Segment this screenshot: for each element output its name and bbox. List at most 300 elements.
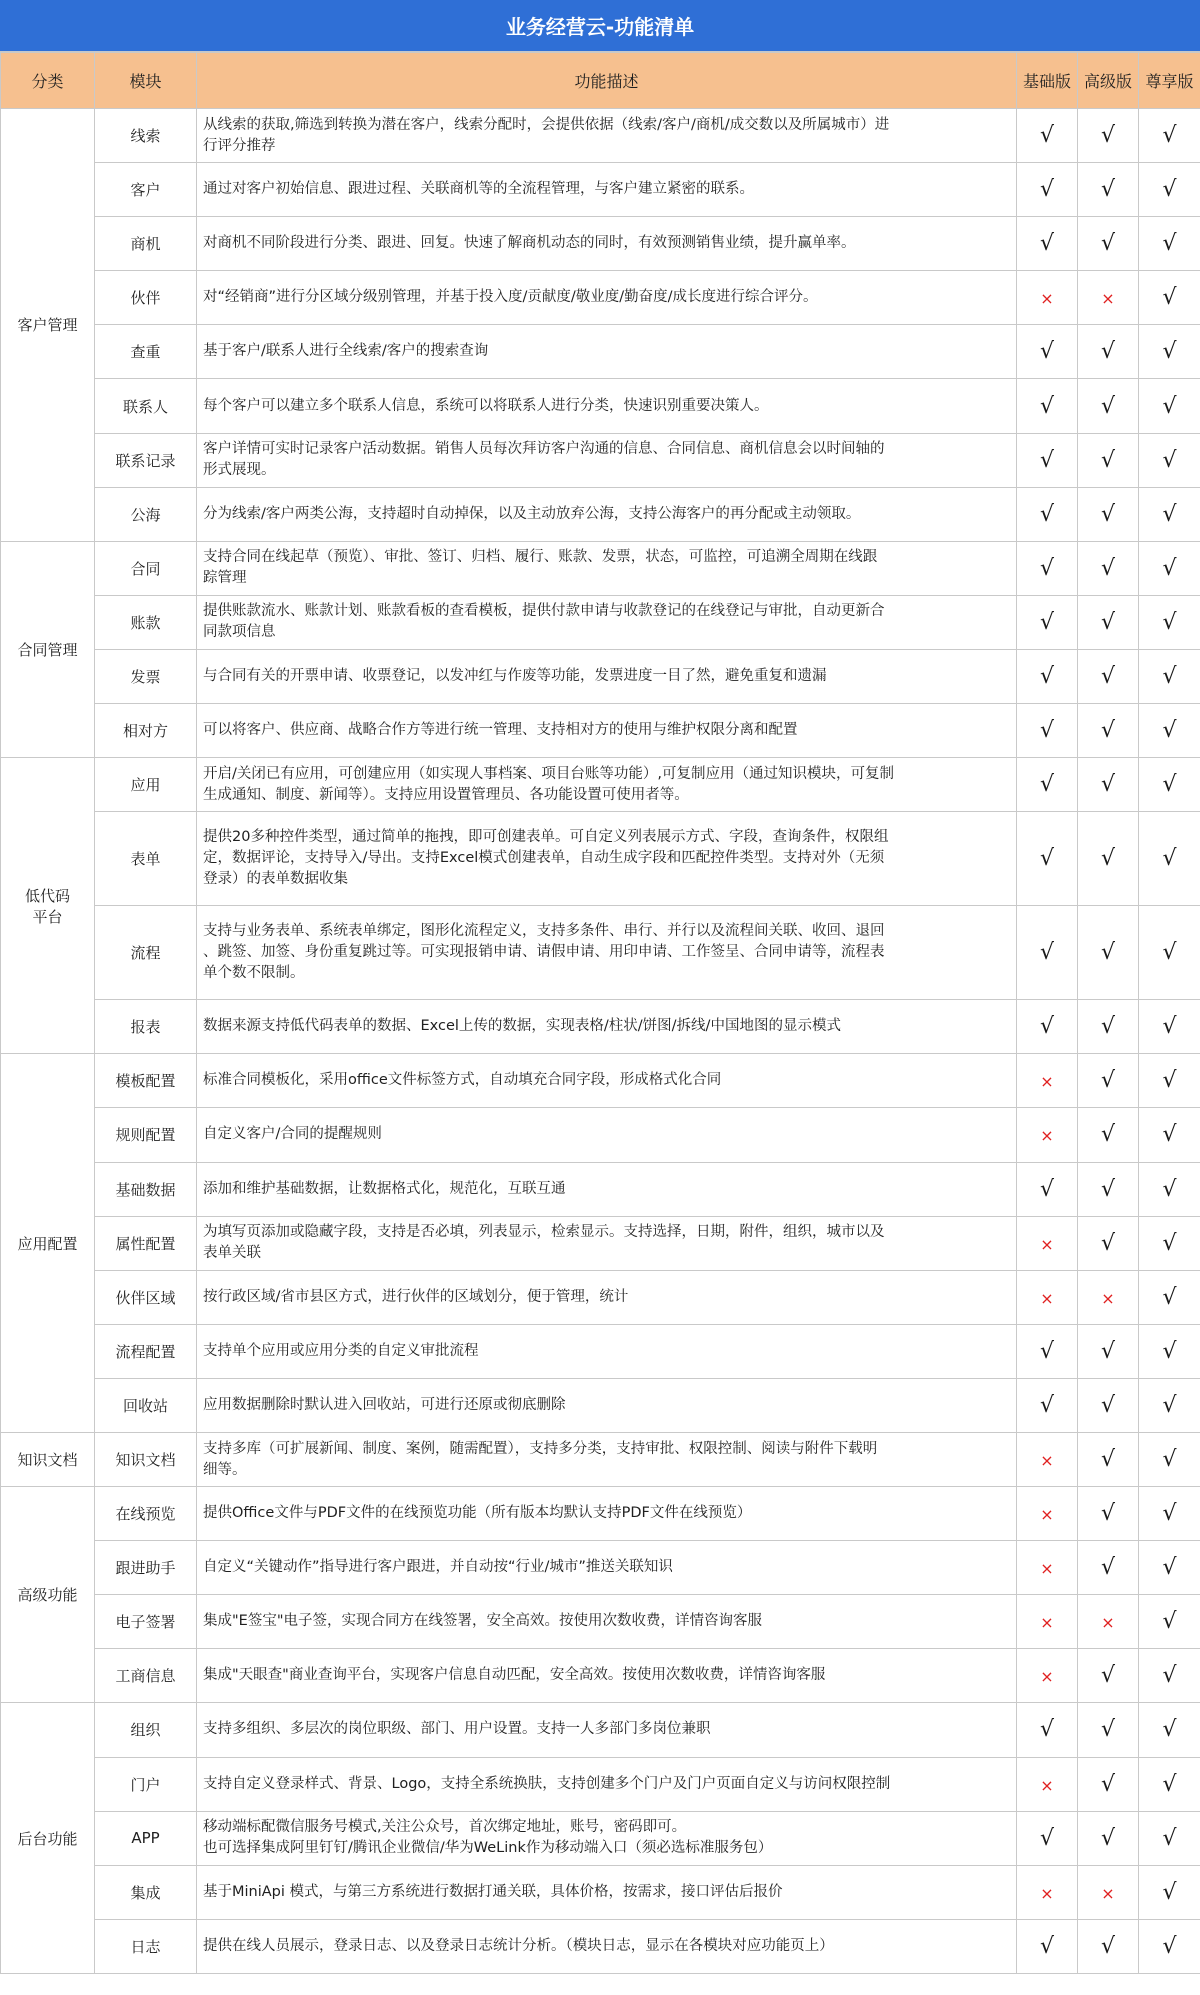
cross-icon: × [1040, 1451, 1054, 1471]
category-cell [1, 1487, 95, 1703]
advanced-tier-cell [1078, 1108, 1139, 1162]
check-icon: √ [1039, 1392, 1055, 1418]
basic-tier-cell [1017, 906, 1078, 1000]
check-icon: √ [1100, 846, 1116, 872]
description-line: 客户详情可实时记录客户活动数据。销售人员每次拜访客户沟通的信息、合同信息、商机信息会以时间轴的 [203, 441, 885, 458]
check-icon: √ [1039, 940, 1055, 966]
description-cell [197, 1378, 1017, 1432]
description-line: 支持自定义登录样式、背景、Logo，支持全系统换肤，支持创建多个门户及门户页面自定义与访问权限控制 [203, 1775, 891, 1792]
premium-tier-cell [1139, 1324, 1200, 1378]
table-row [1, 1108, 1200, 1162]
description-cell [197, 906, 1017, 1000]
header-row [1, 53, 1200, 109]
description-line: 按行政区域/省市县区方式，进行伙伴的区域划分，便于管理，统计 [203, 1288, 629, 1305]
table-row [1, 271, 1200, 325]
check-icon: √ [1162, 393, 1177, 419]
advanced-tier-cell [1078, 109, 1139, 163]
check-icon: √ [1162, 177, 1177, 203]
advanced-tier-cell [1078, 1487, 1139, 1541]
advanced-tier-cell [1078, 487, 1139, 541]
header-category: 分类 [1, 53, 95, 109]
category-cell [1, 1054, 95, 1433]
table-row [1, 1649, 1200, 1703]
header-premium: 尊享版 [1139, 53, 1200, 109]
description-line: 自定义客户/合同的提醒规则 [203, 1126, 382, 1143]
description-line: 也可选择集成阿里钉钉/腾讯企业微信/华为WeLink作为移动端入口（须必选标准服务包） [203, 1840, 773, 1857]
check-icon: √ [1162, 1879, 1177, 1905]
module-cell: 客户 [95, 163, 197, 217]
check-icon: √ [1100, 1825, 1116, 1851]
advanced-tier-cell [1078, 704, 1139, 758]
premium-tier-cell [1139, 1541, 1200, 1595]
category-cell [1, 758, 95, 1054]
check-icon: √ [1100, 501, 1116, 527]
check-icon: √ [1162, 1176, 1177, 1202]
cross-icon: × [1040, 1613, 1054, 1633]
table-row [1, 758, 1200, 812]
description-cell [197, 325, 1017, 379]
category-label: 应用配置 [17, 1234, 78, 1253]
module-cell: 模板配置 [95, 1054, 197, 1108]
basic-tier-cell [1017, 325, 1078, 379]
module-cell: 在线预览 [95, 1487, 197, 1541]
module-cell: 基础数据 [95, 1162, 197, 1216]
module-cell: 回收站 [95, 1378, 197, 1432]
check-icon: √ [1100, 1933, 1116, 1959]
description-line: 行评分推荐 [203, 137, 276, 154]
basic-tier-cell [1017, 1541, 1078, 1595]
premium-tier-cell [1139, 217, 1200, 271]
check-icon: √ [1100, 339, 1116, 365]
table-row [1, 163, 1200, 217]
cross-icon: × [1101, 1288, 1115, 1308]
header-advanced: 高级版 [1078, 53, 1139, 109]
description-cell [197, 541, 1017, 595]
basic-tier-cell [1017, 812, 1078, 906]
advanced-tier-cell [1078, 1541, 1139, 1595]
check-icon: √ [1162, 1501, 1177, 1527]
check-icon: √ [1039, 447, 1055, 473]
premium-tier-cell [1139, 379, 1200, 433]
table-row [1, 1324, 1200, 1378]
description-cell [197, 1811, 1017, 1865]
check-icon: √ [1162, 1392, 1177, 1418]
table-row [1, 1811, 1200, 1865]
check-icon: √ [1100, 1771, 1116, 1797]
description-cell [197, 1000, 1017, 1054]
table-row [1, 487, 1200, 541]
description-line: 添加和维护基础数据，让数据格式化，规范化，互联互通 [203, 1180, 566, 1197]
description-cell [197, 379, 1017, 433]
module-cell: 联系人 [95, 379, 197, 433]
check-icon: √ [1162, 1338, 1177, 1364]
description-line: 分为线索/客户两类公海，支持超时自动掉保，以及主动放弃公海，支持公海客户的再分配或主动领取。 [203, 505, 861, 522]
basic-tier-cell [1017, 758, 1078, 812]
cross-icon: × [1040, 1883, 1054, 1903]
basic-tier-cell [1017, 649, 1078, 703]
table-row [1, 1595, 1200, 1649]
check-icon: √ [1162, 1933, 1177, 1959]
description-line: 提供Office文件与PDF文件的在线预览功能（所有版本均默认支持PDF文件在线预览） [203, 1505, 752, 1522]
premium-tier-cell [1139, 1757, 1200, 1811]
module-cell: 跟进助手 [95, 1541, 197, 1595]
check-icon: √ [1100, 177, 1116, 203]
basic-tier-cell [1017, 1919, 1078, 1973]
basic-tier-cell [1017, 109, 1078, 163]
description-cell [197, 758, 1017, 812]
description-line: 基于客户/联系人进行全线索/客户的搜索查询 [203, 343, 489, 360]
description-cell [197, 1162, 1017, 1216]
description-cell [197, 812, 1017, 906]
description-cell [197, 1649, 1017, 1703]
cross-icon: × [1040, 289, 1054, 309]
cross-icon: × [1101, 1613, 1115, 1633]
description-line: 踪管理 [203, 570, 247, 587]
premium-tier-cell [1139, 595, 1200, 649]
table-row [1, 704, 1200, 758]
basic-tier-cell [1017, 1108, 1078, 1162]
table-body [1, 109, 1200, 1974]
check-icon: √ [1162, 940, 1177, 966]
premium-tier-cell [1139, 1919, 1200, 1973]
check-icon: √ [1039, 123, 1055, 149]
basic-tier-cell [1017, 1162, 1078, 1216]
description-cell [197, 1270, 1017, 1324]
check-icon: √ [1162, 447, 1177, 473]
check-icon: √ [1162, 718, 1177, 744]
description-line: 对商机不同阶段进行分类、跟进、回复。快速了解商机动态的同时，有效预测销售业绩，提升赢单率。 [203, 235, 856, 252]
advanced-tier-cell [1078, 541, 1139, 595]
description-line: 支持合同在线起草（预览）、审批、签订、归档、履行、账款、发票，状态，可监控，可追溯全周期在线跟 [203, 549, 878, 566]
advanced-tier-cell [1078, 1865, 1139, 1919]
check-icon: √ [1162, 1609, 1177, 1635]
header-module: 模块 [95, 53, 197, 109]
check-icon: √ [1100, 1014, 1116, 1040]
category-label: 合同管理 [17, 640, 78, 659]
cross-icon: × [1040, 1126, 1054, 1146]
check-icon: √ [1162, 1014, 1177, 1040]
check-icon: √ [1100, 1717, 1116, 1743]
description-cell [197, 1703, 1017, 1757]
description-line: 支持与业务表单、系统表单绑定，图形化流程定义，支持多条件、串行、并行以及流程间关联、收回、退回 [203, 923, 885, 940]
table-row [1, 595, 1200, 649]
module-cell: APP [95, 1811, 197, 1865]
table-row [1, 1703, 1200, 1757]
check-icon: √ [1162, 1825, 1177, 1851]
advanced-tier-cell [1078, 271, 1139, 325]
check-icon: √ [1162, 846, 1177, 872]
advanced-tier-cell [1078, 1703, 1139, 1757]
check-icon: √ [1100, 123, 1116, 149]
description-cell [197, 1432, 1017, 1486]
description-line: 与合同有关的开票申请、收票登记，以发冲红与作废等功能，发票进度一目了然，避免重复和遗漏 [203, 667, 827, 684]
premium-tier-cell [1139, 1865, 1200, 1919]
category-label: 客户管理 [17, 316, 78, 335]
module-cell: 公海 [95, 487, 197, 541]
description-line: 、跳签、加签、身份重复跳过等。可实现报销申请、请假申请、用印申请、工作签呈、合同申请等，流程表 [203, 944, 885, 961]
page-title: 业务经营云-功能清单 [0, 0, 1200, 52]
advanced-tier-cell [1078, 1757, 1139, 1811]
description-line: 基于MiniApi 模式，与第三方系统进行数据打通关联，具体价格，按需求，接口评估后报价 [203, 1883, 783, 1900]
check-icon: √ [1039, 1933, 1055, 1959]
cross-icon: × [1040, 1288, 1054, 1308]
category-cell [1, 1703, 95, 1973]
premium-tier-cell [1139, 704, 1200, 758]
module-cell: 规则配置 [95, 1108, 197, 1162]
check-icon: √ [1162, 1068, 1177, 1094]
premium-tier-cell [1139, 1216, 1200, 1270]
premium-tier-cell [1139, 1162, 1200, 1216]
basic-tier-cell [1017, 163, 1078, 217]
check-icon: √ [1039, 1176, 1055, 1202]
description-cell [197, 1054, 1017, 1108]
check-icon: √ [1100, 1555, 1116, 1581]
check-icon: √ [1100, 555, 1116, 581]
description-line: 对“经销商”进行分区域分级别管理，并基于投入度/贡献度/敬业度/勤奋度/成长度进行综合评分。 [203, 289, 818, 306]
cross-icon: × [1040, 1505, 1054, 1525]
check-icon: √ [1039, 555, 1055, 581]
cross-icon: × [1040, 1072, 1054, 1092]
table-row [1, 325, 1200, 379]
table-row [1, 906, 1200, 1000]
table-row [1, 217, 1200, 271]
category-label: 低代码 [24, 886, 70, 905]
check-icon: √ [1039, 177, 1055, 203]
description-cell [197, 217, 1017, 271]
check-icon: √ [1100, 1122, 1116, 1148]
check-icon: √ [1100, 1392, 1116, 1418]
check-icon: √ [1100, 1068, 1116, 1094]
table-row [1, 433, 1200, 487]
cross-icon: × [1101, 289, 1115, 309]
description-line: 表单关联 [203, 1245, 261, 1262]
description-line: 同款项信息 [203, 624, 276, 641]
check-icon: √ [1039, 393, 1055, 419]
check-icon: √ [1162, 1771, 1177, 1797]
table-row [1, 1216, 1200, 1270]
premium-tier-cell [1139, 433, 1200, 487]
description-line: 通过对客户初始信息、跟进过程、关联商机等的全流程管理，与客户建立紧密的联系。 [203, 181, 754, 198]
module-cell: 联系记录 [95, 433, 197, 487]
advanced-tier-cell [1078, 379, 1139, 433]
advanced-tier-cell [1078, 595, 1139, 649]
module-cell: 伙伴 [95, 271, 197, 325]
table-row [1, 649, 1200, 703]
description-cell [197, 1216, 1017, 1270]
header-basic: 基础版 [1017, 53, 1078, 109]
premium-tier-cell [1139, 1108, 1200, 1162]
check-icon: √ [1100, 772, 1116, 798]
category-cell [1, 109, 95, 542]
advanced-tier-cell [1078, 217, 1139, 271]
basic-tier-cell [1017, 1757, 1078, 1811]
description-cell [197, 704, 1017, 758]
check-icon: √ [1039, 718, 1055, 744]
module-cell: 流程 [95, 906, 197, 1000]
description-line: 提供20多种控件类型，通过简单的拖拽，即可创建表单。可自定义列表展示方式、字段，查询条件，权限组 [203, 829, 889, 846]
basic-tier-cell [1017, 271, 1078, 325]
description-cell [197, 1108, 1017, 1162]
check-icon: √ [1162, 231, 1177, 257]
premium-tier-cell [1139, 1000, 1200, 1054]
check-icon: √ [1162, 609, 1177, 635]
basic-tier-cell [1017, 1487, 1078, 1541]
basic-tier-cell [1017, 1865, 1078, 1919]
table-row [1, 1000, 1200, 1054]
check-icon: √ [1100, 1663, 1116, 1689]
basic-tier-cell [1017, 1000, 1078, 1054]
description-line: 集成"天眼查"商业查询平台，实现客户信息自动匹配，安全高效。按使用次数收费，详情咨询客服 [203, 1667, 826, 1684]
description-line: 为填写页添加或隐藏字段，支持是否必填，列表显示，检索显示。支持选择，日期，附件，组织，城市以及 [203, 1224, 885, 1241]
advanced-tier-cell [1078, 1270, 1139, 1324]
premium-tier-cell [1139, 325, 1200, 379]
module-cell: 门户 [95, 1757, 197, 1811]
basic-tier-cell [1017, 1811, 1078, 1865]
description-line: 每个客户可以建立多个联系人信息，系统可以将联系人进行分类，快速识别重要决策人。 [203, 397, 769, 414]
table-row [1, 379, 1200, 433]
description-line: 从线索的获取,筛选到转换为潜在客户，线索分配时，会提供依据（线索/客户/商机/成交数以及所属城市）进 [203, 116, 890, 133]
description-cell [197, 109, 1017, 163]
description-cell [197, 1919, 1017, 1973]
check-icon: √ [1039, 339, 1055, 365]
description-line: 支持多库（可扩展新闻、制度、案例，随需配置），支持多分类，支持审批、权限控制、阅读与附件下载明 [203, 1440, 878, 1457]
description-line: 支持单个应用或应用分类的自定义审批流程 [203, 1342, 479, 1359]
basic-tier-cell [1017, 1703, 1078, 1757]
premium-tier-cell [1139, 1649, 1200, 1703]
advanced-tier-cell [1078, 1432, 1139, 1486]
premium-tier-cell [1139, 649, 1200, 703]
category-label: 后台功能 [17, 1829, 78, 1848]
advanced-tier-cell [1078, 906, 1139, 1000]
basic-tier-cell [1017, 379, 1078, 433]
advanced-tier-cell [1078, 1378, 1139, 1432]
basic-tier-cell [1017, 704, 1078, 758]
table-row [1, 812, 1200, 906]
description-cell [197, 1487, 1017, 1541]
description-cell [197, 1757, 1017, 1811]
description-cell [197, 271, 1017, 325]
premium-tier-cell [1139, 1703, 1200, 1757]
check-icon: √ [1039, 231, 1055, 257]
module-cell: 商机 [95, 217, 197, 271]
module-cell: 报表 [95, 1000, 197, 1054]
cross-icon: × [1101, 1883, 1115, 1903]
premium-tier-cell [1139, 1811, 1200, 1865]
table-row [1, 1865, 1200, 1919]
module-cell: 日志 [95, 1919, 197, 1973]
advanced-tier-cell [1078, 758, 1139, 812]
description-line: 数据来源支持低代码表单的数据、Excel上传的数据，实现表格/柱状/饼图/拆线/中国地图的显示模式 [203, 1018, 841, 1035]
check-icon: √ [1162, 1447, 1177, 1473]
check-icon: √ [1100, 1338, 1116, 1364]
table-row [1, 1378, 1200, 1432]
premium-tier-cell [1139, 812, 1200, 906]
module-cell: 知识文档 [95, 1432, 197, 1486]
check-icon: √ [1100, 447, 1116, 473]
module-cell: 应用 [95, 758, 197, 812]
advanced-tier-cell [1078, 325, 1139, 379]
table-row [1, 1487, 1200, 1541]
premium-tier-cell [1139, 109, 1200, 163]
module-cell: 合同 [95, 541, 197, 595]
premium-tier-cell [1139, 1432, 1200, 1486]
table-row [1, 1054, 1200, 1108]
table-row [1, 541, 1200, 595]
advanced-tier-cell [1078, 1000, 1139, 1054]
category-cell [1, 1432, 95, 1486]
check-icon: √ [1039, 663, 1055, 689]
advanced-tier-cell [1078, 163, 1139, 217]
description-line: 生成通知、制度、新闻等）。支持应用设置管理员、各功能设置可使用者等。 [203, 786, 689, 803]
check-icon: √ [1039, 501, 1055, 527]
advanced-tier-cell [1078, 1216, 1139, 1270]
feature-table [0, 52, 1200, 1974]
advanced-tier-cell [1078, 1811, 1139, 1865]
check-icon: √ [1100, 1447, 1116, 1473]
basic-tier-cell [1017, 1216, 1078, 1270]
table-row [1, 1432, 1200, 1486]
check-icon: √ [1100, 1176, 1116, 1202]
module-cell: 账款 [95, 595, 197, 649]
module-cell: 查重 [95, 325, 197, 379]
check-icon: √ [1162, 285, 1177, 311]
check-icon: √ [1162, 772, 1177, 798]
module-cell: 表单 [95, 812, 197, 906]
basic-tier-cell [1017, 487, 1078, 541]
module-cell: 集成 [95, 1865, 197, 1919]
module-cell: 线索 [95, 109, 197, 163]
advanced-tier-cell [1078, 1162, 1139, 1216]
cross-icon: × [1040, 1559, 1054, 1579]
description-cell [197, 1541, 1017, 1595]
module-cell: 相对方 [95, 704, 197, 758]
header-description: 功能描述 [197, 53, 1017, 109]
module-cell: 工商信息 [95, 1649, 197, 1703]
premium-tier-cell [1139, 1054, 1200, 1108]
advanced-tier-cell [1078, 433, 1139, 487]
table-row [1, 1162, 1200, 1216]
check-icon: √ [1100, 940, 1116, 966]
advanced-tier-cell [1078, 812, 1139, 906]
table-row [1, 1757, 1200, 1811]
check-icon: √ [1162, 501, 1177, 527]
cross-icon: × [1040, 1667, 1054, 1687]
description-cell [197, 649, 1017, 703]
advanced-tier-cell [1078, 649, 1139, 703]
description-line: 标准合同模板化，采用office文件标签方式，自动填充合同字段，形成格式化合同 [203, 1072, 722, 1089]
description-line: 登录）的表单数据收集 [203, 871, 348, 888]
module-cell: 伙伴区域 [95, 1270, 197, 1324]
check-icon: √ [1039, 846, 1055, 872]
module-cell: 流程配置 [95, 1324, 197, 1378]
basic-tier-cell [1017, 595, 1078, 649]
premium-tier-cell [1139, 906, 1200, 1000]
premium-tier-cell [1139, 1595, 1200, 1649]
table-row [1, 1541, 1200, 1595]
basic-tier-cell [1017, 433, 1078, 487]
check-icon: √ [1039, 1338, 1055, 1364]
table-row [1, 1270, 1200, 1324]
description-line: 应用数据删除时默认进入回收站，可进行还原或彻底删除 [203, 1396, 566, 1413]
check-icon: √ [1100, 663, 1116, 689]
advanced-tier-cell [1078, 1595, 1139, 1649]
description-cell [197, 433, 1017, 487]
description-cell [197, 1865, 1017, 1919]
description-cell [197, 595, 1017, 649]
check-icon: √ [1162, 663, 1177, 689]
basic-tier-cell [1017, 1595, 1078, 1649]
basic-tier-cell [1017, 1378, 1078, 1432]
